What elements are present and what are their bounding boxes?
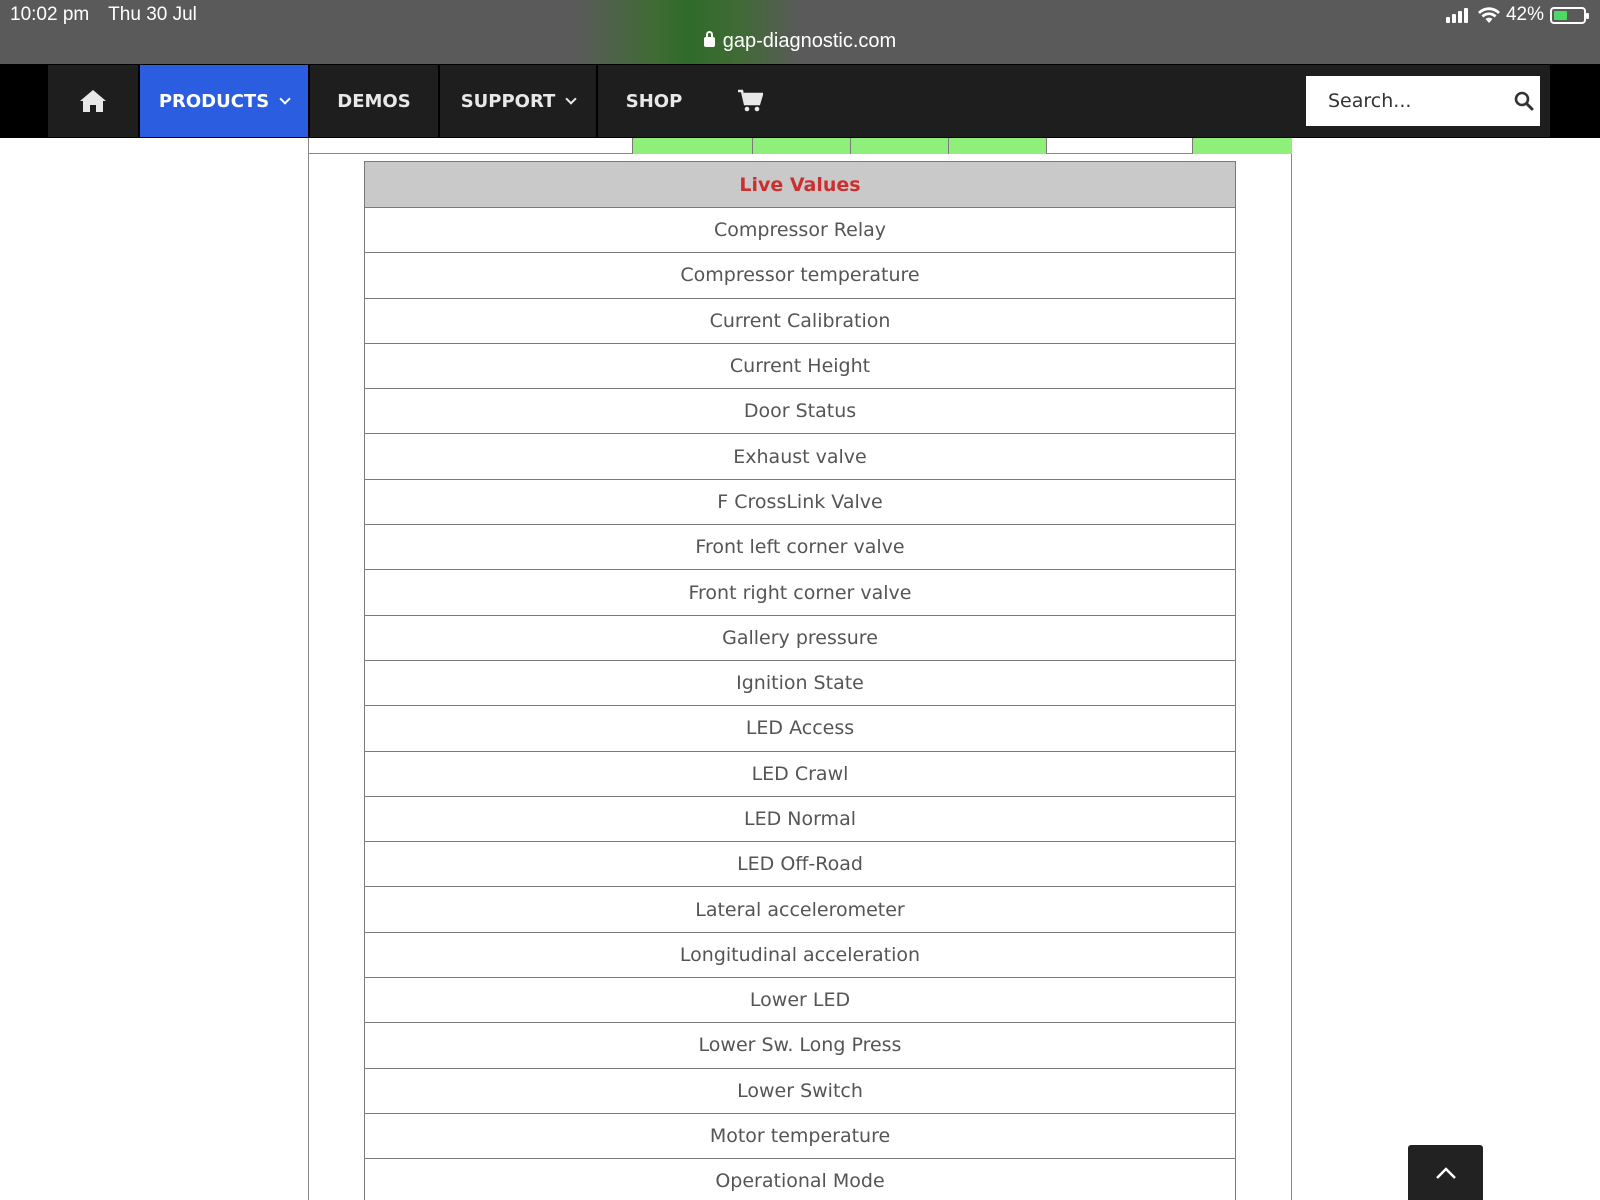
- search-input[interactable]: [1328, 78, 1508, 124]
- live-value-name: Lower LED: [365, 978, 1236, 1023]
- status-cell: [753, 138, 851, 154]
- search-icon[interactable]: [1514, 91, 1534, 111]
- nav-demos[interactable]: [310, 65, 440, 137]
- nav-cart[interactable]: [710, 65, 790, 137]
- live-value-name: Lateral accelerometer: [365, 887, 1236, 932]
- table-row: [365, 932, 1236, 977]
- status-time-date: [10, 4, 211, 26]
- nav-products-label: PRODUCTS: [158, 90, 270, 112]
- live-value-name: LED Off-Road: [365, 842, 1236, 887]
- wifi-icon: [1478, 7, 1500, 24]
- nav-shop-label: SHOP: [625, 90, 683, 112]
- table-row: [365, 887, 1236, 932]
- nav-support-label: SUPPORT: [460, 90, 556, 112]
- table-row: [365, 1113, 1236, 1158]
- table-row: [365, 978, 1236, 1023]
- status-cell: [1193, 138, 1292, 154]
- live-value-name: Operational Mode: [365, 1159, 1236, 1200]
- status-indicators: [1446, 4, 1586, 26]
- table-row: [365, 842, 1236, 887]
- status-time: 10:02 pm: [10, 4, 90, 25]
- lock-icon: [704, 37, 715, 47]
- cellular-signal-icon: [1446, 7, 1468, 23]
- nav-demos-label: DEMOS: [337, 90, 411, 112]
- address-bar[interactable]: [0, 30, 1600, 53]
- table-header-row: [365, 162, 1236, 208]
- live-value-name: Lower Switch: [365, 1068, 1236, 1113]
- table-row: [365, 615, 1236, 660]
- chevron-down-icon: [566, 93, 577, 104]
- live-value-name: Front left corner valve: [365, 525, 1236, 570]
- nav-support[interactable]: [440, 65, 598, 137]
- battery-icon: [1550, 7, 1586, 24]
- table-row: [365, 1159, 1236, 1200]
- table-row: [365, 525, 1236, 570]
- live-value-name: Door Status: [365, 389, 1236, 434]
- site-navbar: [0, 64, 1600, 138]
- url-text: gap-diagnostic.com: [722, 30, 897, 52]
- table-row: [365, 434, 1236, 479]
- cart-icon: [737, 89, 763, 113]
- table-row: [365, 751, 1236, 796]
- table-row: [365, 343, 1236, 388]
- scroll-to-top-button[interactable]: [1408, 1145, 1483, 1200]
- status-cell: [949, 138, 1047, 154]
- nav-home[interactable]: [48, 65, 140, 137]
- live-value-name: Gallery pressure: [365, 615, 1236, 660]
- live-value-name: LED Normal: [365, 796, 1236, 841]
- live-values-header: Live Values: [365, 162, 1236, 208]
- nav-shop[interactable]: [598, 65, 710, 137]
- live-value-name: Front right corner valve: [365, 570, 1236, 615]
- live-value-name: Exhaust valve: [365, 434, 1236, 479]
- table-row: [365, 479, 1236, 524]
- home-icon: [79, 89, 107, 113]
- live-value-name: Ignition State: [365, 660, 1236, 705]
- search-box: [1306, 76, 1540, 126]
- live-value-name: Motor temperature: [365, 1113, 1236, 1158]
- status-date: Thu 30 Jul: [108, 4, 197, 25]
- table-row: [365, 389, 1236, 434]
- table-row: [365, 208, 1236, 253]
- table-row: [365, 796, 1236, 841]
- table-row: [365, 1068, 1236, 1113]
- status-cell: [633, 138, 753, 154]
- previous-table-row-partial: [308, 138, 1292, 154]
- table-row: [365, 298, 1236, 343]
- live-values-table: [364, 161, 1236, 1200]
- live-value-name: Lower Sw. Long Press: [365, 1023, 1236, 1068]
- live-value-name: Current Calibration: [365, 298, 1236, 343]
- table-row: [365, 1023, 1236, 1068]
- table-row: [365, 570, 1236, 615]
- browser-status-bar: [0, 0, 1600, 64]
- chevron-up-icon: [1435, 1166, 1457, 1180]
- live-value-name: Current Height: [365, 343, 1236, 388]
- chevron-down-icon: [280, 93, 291, 104]
- table-row: [365, 706, 1236, 751]
- live-value-name: F CrossLink Valve: [365, 479, 1236, 524]
- live-value-name: Compressor Relay: [365, 208, 1236, 253]
- live-value-name: Longitudinal acceleration: [365, 932, 1236, 977]
- live-value-name: LED Crawl: [365, 751, 1236, 796]
- live-values-rows: [365, 208, 1236, 1200]
- live-value-name: Compressor temperature: [365, 253, 1236, 298]
- empty-cell: [1047, 138, 1193, 154]
- table-row: [365, 253, 1236, 298]
- battery-percent: 42%: [1505, 4, 1544, 25]
- table-row: [365, 660, 1236, 705]
- nav-products[interactable]: [140, 65, 310, 137]
- status-cell: [851, 138, 949, 154]
- partial-row-label: [308, 138, 633, 154]
- live-value-name: LED Access: [365, 706, 1236, 751]
